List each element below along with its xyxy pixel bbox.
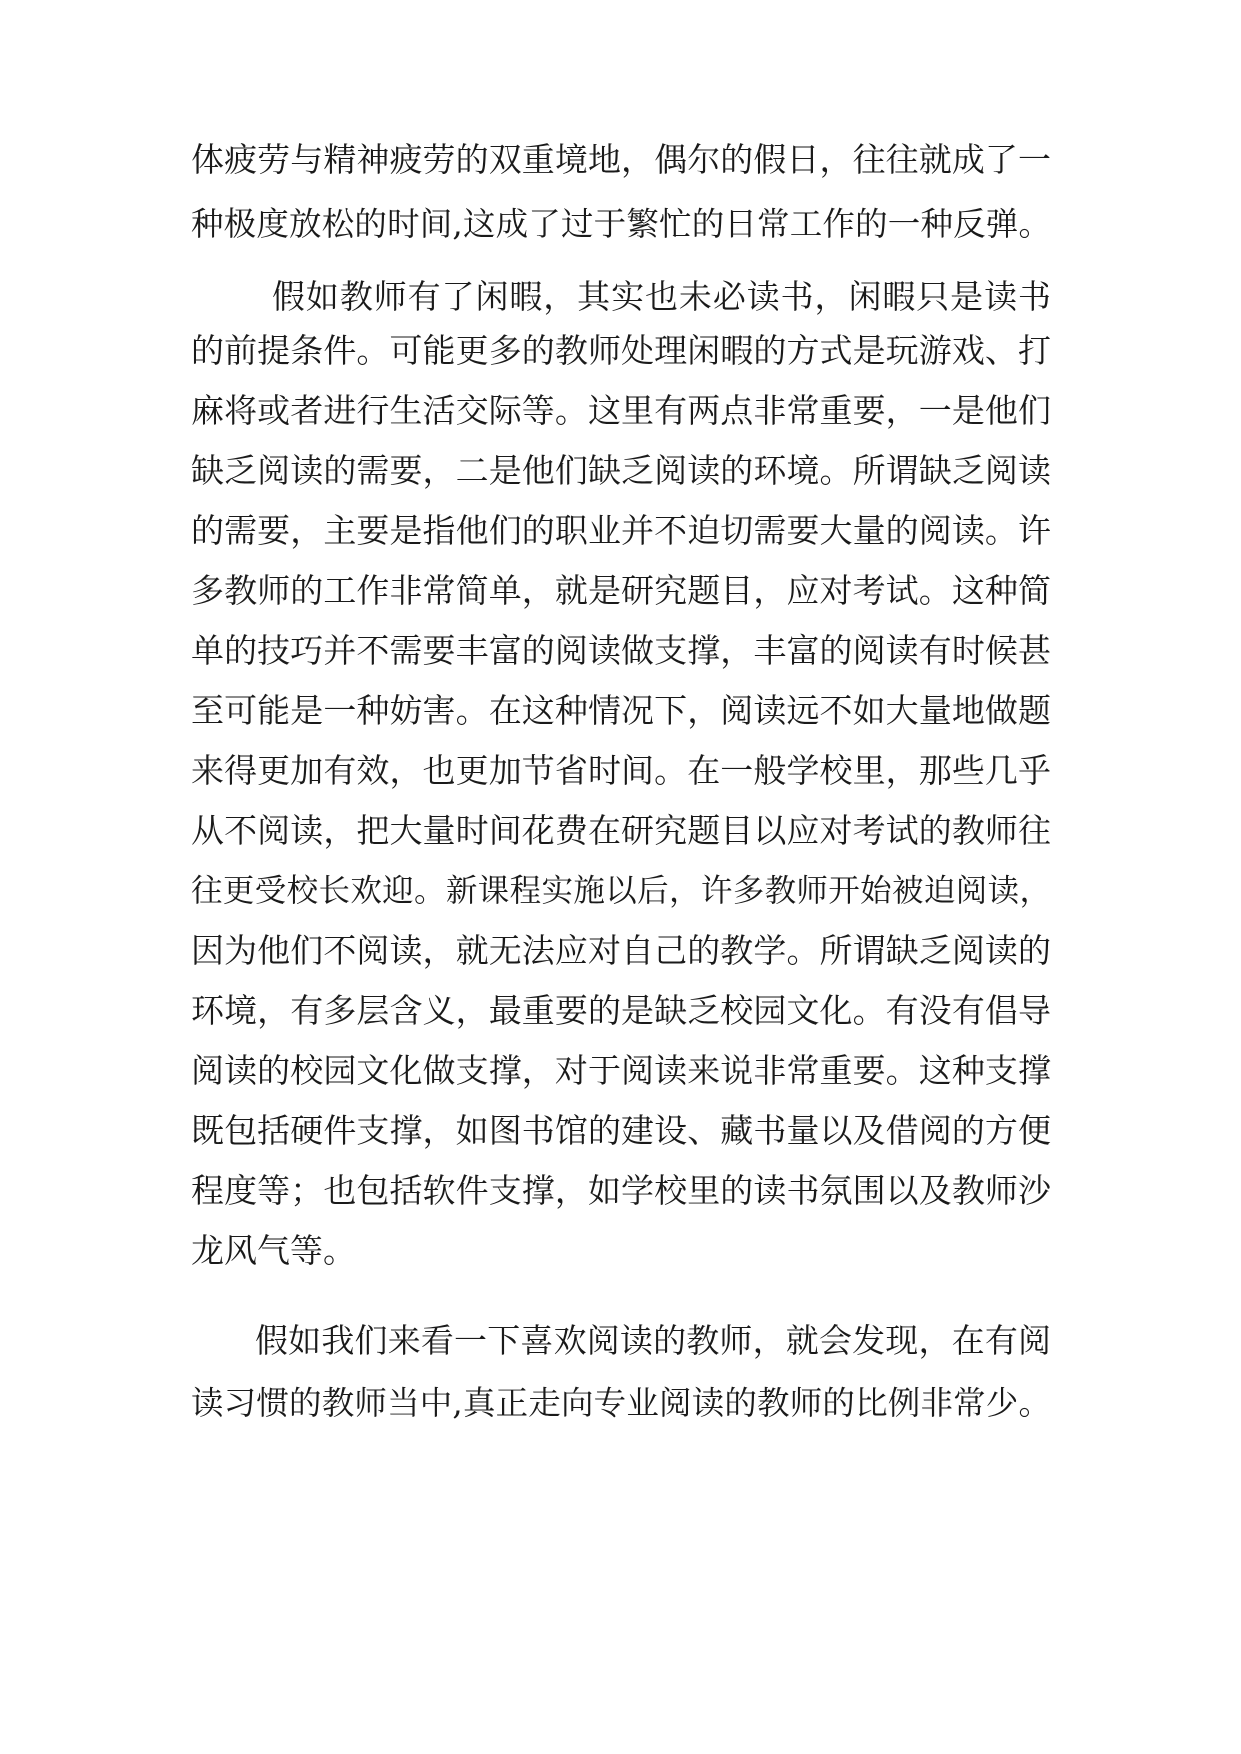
paragraph-1-line-1: 体疲劳与精神疲劳的双重境地，偶尔的假日，往往就成了一 bbox=[191, 140, 1051, 179]
paragraph-2-line-7: 单的技巧并不需要丰富的阅读做支撑，丰富的阅读有时候甚 bbox=[191, 631, 1051, 670]
paragraph-2-line-12: 因为他们不阅读，就无法应对自己的教学。所谓缺乏阅读的 bbox=[191, 931, 1051, 970]
paragraph-2-line-14: 阅读的校园文化做支撑，对于阅读来说非常重要。这种支撑 bbox=[191, 1051, 1051, 1090]
paragraph-2-line-15: 既包括硬件支撑，如图书馆的建设、藏书量以及借阅的方便 bbox=[191, 1111, 1051, 1150]
paragraph-2-line-9: 来得更加有效，也更加节省时间。在一般学校里，那些几乎 bbox=[191, 751, 1051, 790]
paragraph-2-line-8: 至可能是一种妨害。在这种情况下，阅读远不如大量地做题 bbox=[191, 691, 1051, 730]
paragraph-2-line-17: 龙风气等。 bbox=[191, 1231, 356, 1270]
paragraph-2-line-3: 麻将或者进行生活交际等。这里有两点非常重要，一是他们 bbox=[191, 391, 1051, 430]
paragraph-2-line-4: 缺乏阅读的需要，二是他们缺乏阅读的环境。所谓缺乏阅读 bbox=[191, 451, 1051, 490]
paragraph-2-line-11: 往更受校长欢迎。新课程实施以后，许多教师开始被迫阅读， bbox=[191, 873, 1051, 909]
paragraph-3-line-1: 假如我们来看一下喜欢阅读的教师，就会发现，在有阅 bbox=[255, 1321, 1051, 1360]
paragraph-1-line-2: 种极度放松的时间,这成了过于繁忙的日常工作的一种反弹。 bbox=[191, 205, 1051, 243]
paragraph-2-line-5: 的需要，主要是指他们的职业并不迫切需要大量的阅读。许 bbox=[191, 511, 1051, 550]
paragraph-2-line-2: 的前提条件。可能更多的教师处理闲暇的方式是玩游戏、打 bbox=[191, 331, 1051, 370]
paragraph-2-line-10: 从不阅读，把大量时间花费在研究题目以应对考试的教师往 bbox=[191, 811, 1051, 850]
paragraph-2-line-6: 多教师的工作非常简单，就是研究题目，应对考试。这种简 bbox=[191, 571, 1051, 610]
paragraph-3-line-2: 读习惯的教师当中,真正走向专业阅读的教师的比例非常少。 bbox=[191, 1384, 1051, 1422]
paragraph-2-line-13: 环境，有多层含义，最重要的是缺乏校园文化。有没有倡导 bbox=[191, 991, 1051, 1030]
paragraph-2-line-16: 程度等；也包括软件支撑，如学校里的读书氛围以及教师沙 bbox=[191, 1171, 1051, 1210]
paragraph-2-line-1: 假如教师有了闲暇，其实也未必读书，闲暇只是读书 bbox=[272, 277, 1051, 316]
